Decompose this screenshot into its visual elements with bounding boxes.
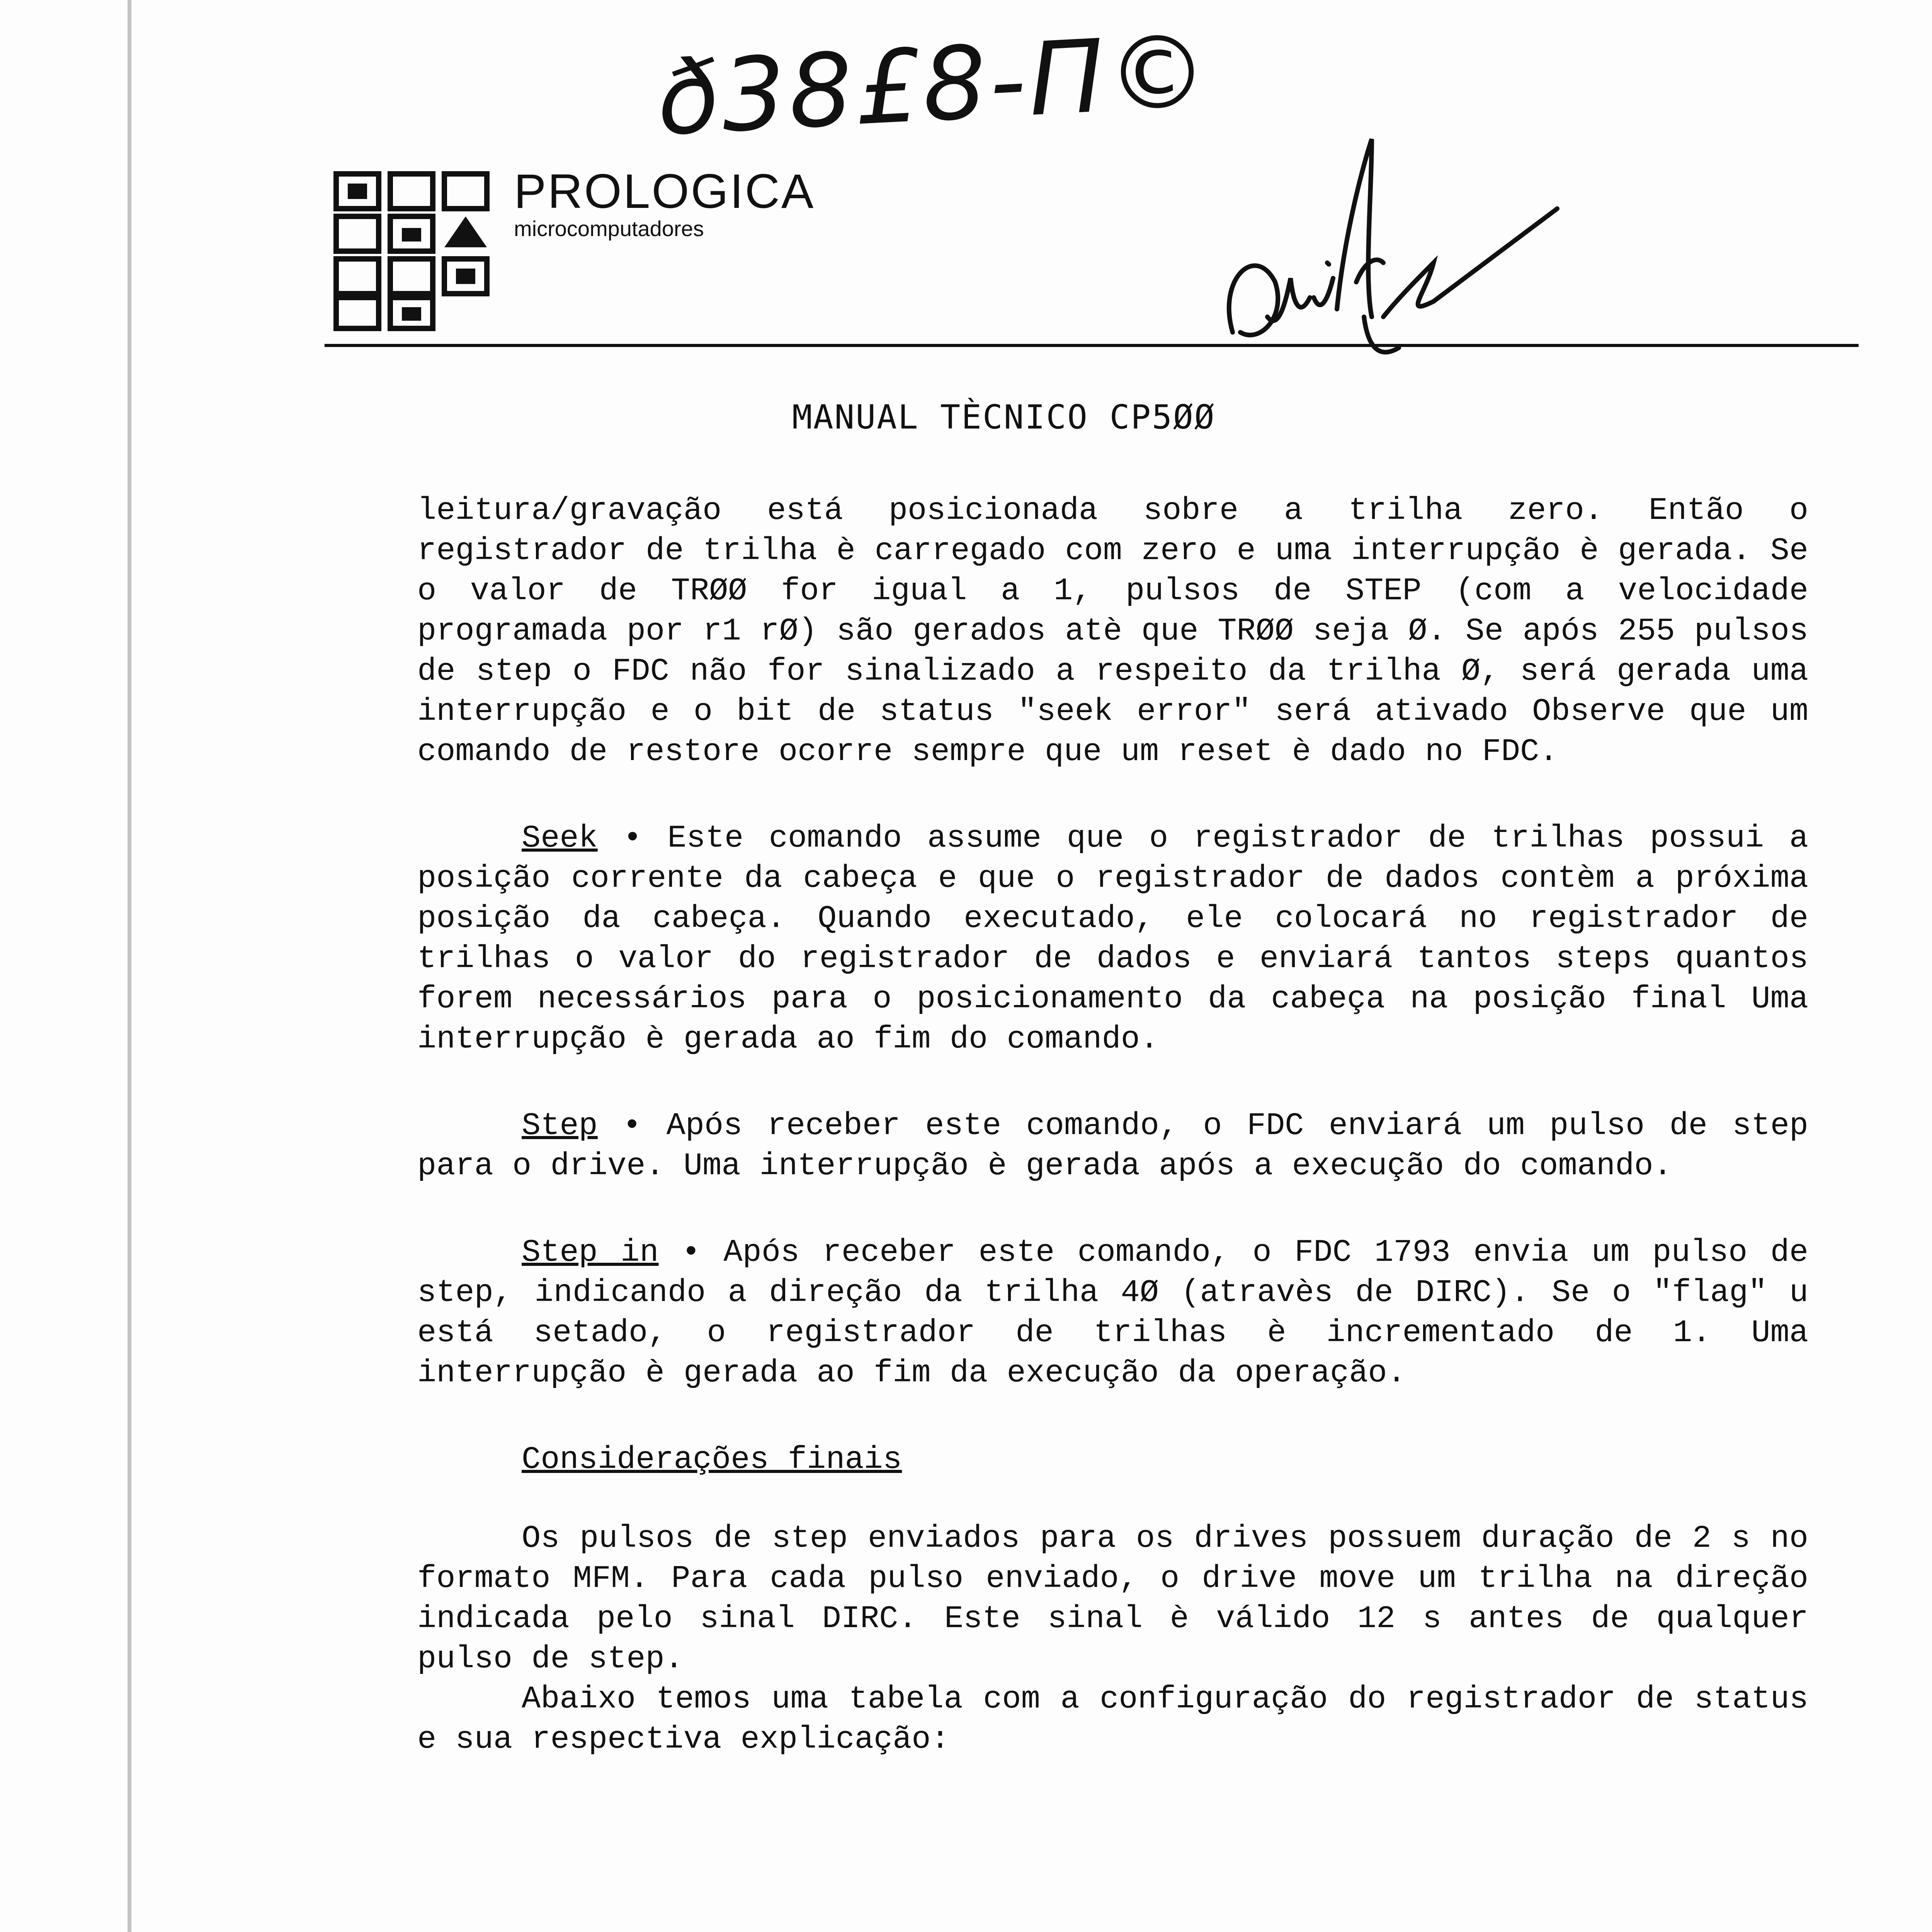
command-seek-label: Seek <box>522 820 598 856</box>
paragraph-step-in <box>417 1233 1808 1393</box>
paragraph-step-pulses: Os pulsos de step enviados para os drives possuem duração de 2 s no formato MFM. Para cada pulso enviado, o drive move um trilha na direção indicada pelo sinal DIRC. Este sinal è válido 12 s antes de qualquer pulso de step. <box>417 1520 1808 1677</box>
paragraph-status-table-intro: Abaixo temos uma tabela com a configuração do registrador de status e sua respectiva explicação: <box>417 1681 1808 1757</box>
company-name: PROLOGICA <box>514 165 815 218</box>
paragraph-restore: leitura/gravação está posicionada sobre a trilha zero. Então o registrador de trilha è carregado com zero e uma interrupção è gerada. Se o valor de TRØØ for igual a 1, pulsos de STEP (com a velocidade programada por r1 rØ) são gerados atè que TRØØ seja Ø. Se após 255 pulsos de step o FDC não for sinalizado a respeito da trilha Ø, será gerada uma interrupção e o bit de status "seek error" será ativado Observe que um comando de restore ocorre sempre que um reset è dado no FDC. <box>417 493 1808 770</box>
command-step-text: • Após receber este comando, o FDC enviará um pulso de step para o drive. Uma interrupção è gerada após a execução do comando. <box>417 1108 1808 1184</box>
header-rule <box>325 344 1859 347</box>
section-heading: Considerações finais <box>522 1442 902 1478</box>
command-step-in-text: • Após receber este comando, o FDC 1793 envia um pulso de step, indicando a direção da trilha 4Ø (atravès de DIRC). Se o "flag" u está setado, o registrador de trilhas è incrementado de 1. Uma interrupção è gerada ao fim da execução da operação. <box>417 1235 1808 1391</box>
command-seek-text: • Este comando assume que o registrador de trilhas possui a posição corrente da cabeça e que o registrador de dados contèm a próxima posição da cabeça. Quando executado, ele colocará no registrador de trilhas o valor do registrador de dados e enviará tantos steps quantos forem necessários para o posicionamento da cabeça na posição final Uma interrupção è gerada ao fim do comando. <box>417 820 1808 1057</box>
prologica-logo-icon <box>332 170 498 332</box>
paragraph-seek <box>417 818 1808 1060</box>
command-step-in-label: Step in <box>522 1235 659 1270</box>
paragraph-step <box>417 1106 1808 1186</box>
company-brand <box>514 166 815 241</box>
company-tagline: microcomputadores <box>514 216 704 241</box>
scan-edge <box>128 0 131 1932</box>
handwritten-reference-top: ð38£8-Π© <box>654 12 1214 158</box>
document-title: MANUAL TÈCNICO CP5ØØ <box>792 398 1216 437</box>
document-body <box>417 491 1808 1806</box>
command-step-label: Step <box>522 1108 598 1144</box>
signature-icon <box>1217 116 1565 363</box>
